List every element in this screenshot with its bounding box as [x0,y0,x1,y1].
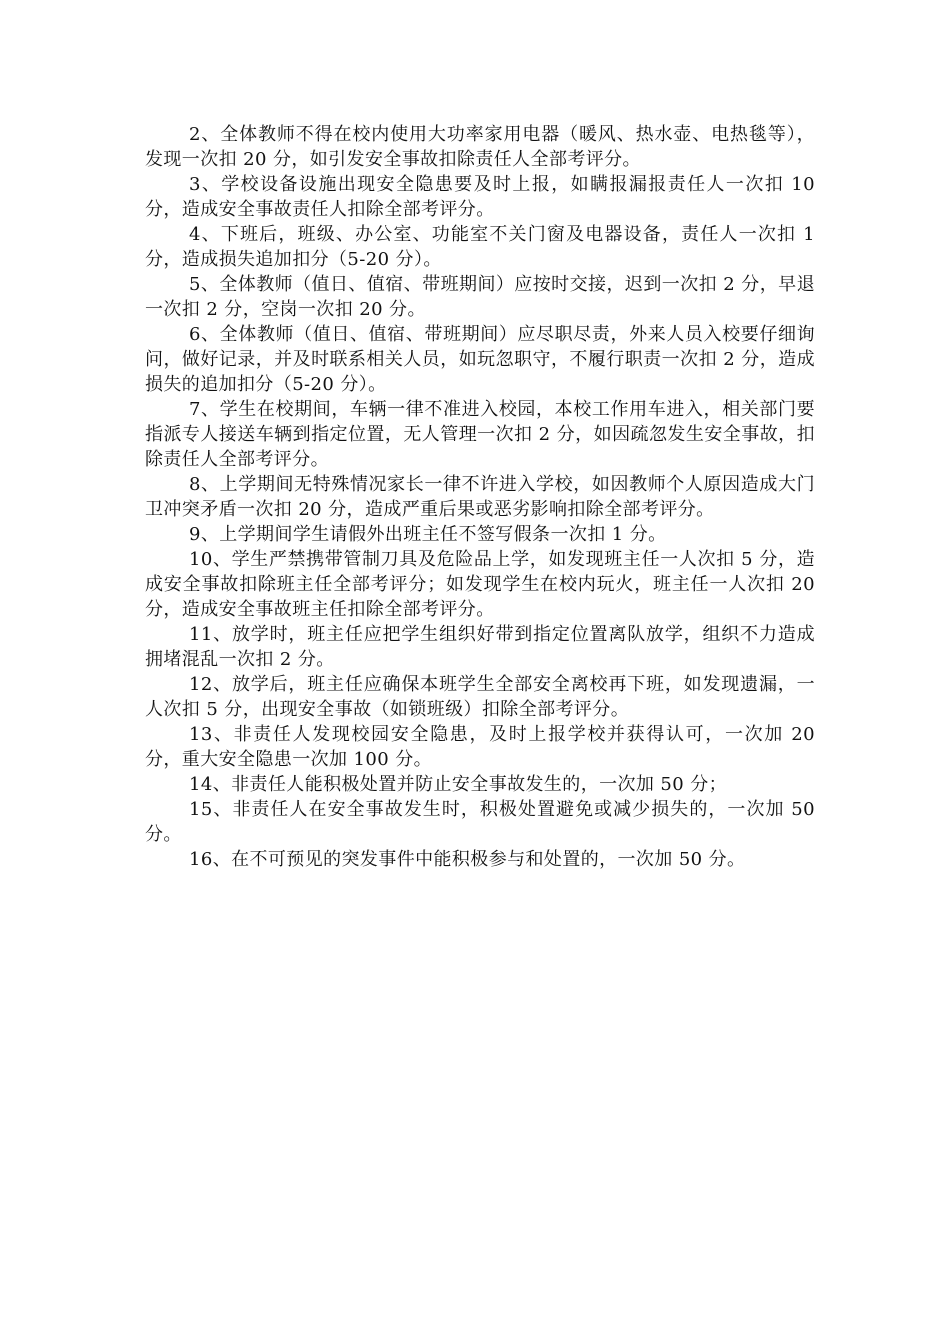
rule-item-6: 6、全体教师（值日、值宿、带班期间）应尽职尽责，外来人员入校要仔细询问，做好记录，并及时联系相关人员，如玩忽职守，不履行职责一次扣 2 分，造成损失的追加扣分（5-20 分）。 [145,324,815,395]
rule-item-2: 2、全体教师不得在校内使用大功率家用电器（暖风、热水壶、电热毯等），发现一次扣 20 分，如引发安全事故扣除责任人全部考评分。 [145,124,815,170]
rule-item-5: 5、全体教师（值日、值宿、带班期间）应按时交接，迟到一次扣 2 分，早退一次扣 2 分，空岗一次扣 20 分。 [145,274,815,320]
rule-item-13: 13、非责任人发现校园安全隐患，及时上报学校并获得认可，一次加 20 分，重大安全隐患一次加 100 分。 [145,724,815,770]
rule-item-14: 14、非责任人能积极处置并防止安全事故发生的，一次加 50 分； [189,774,728,795]
rule-item-7: 7、学生在校期间，车辆一律不准进入校园，本校工作用车进入，相关部门要指派专人接送车辆到指定位置，无人管理一次扣 2 分，如因疏忽发生安全事故，扣除责任人全部考评分。 [145,399,815,470]
rule-item-9: 9、上学期间学生请假外出班主任不签写假条一次扣 1 分。 [189,524,667,545]
rule-item-3: 3、学校设备设施出现安全隐患要及时上报，如瞒报漏报责任人一次扣 10 分，造成安全事故责任人扣除全部考评分。 [145,174,815,220]
rule-item-16: 16、在不可预见的突发事件中能积极参与和处置的，一次加 50 分。 [189,849,746,870]
rule-item-10: 10、学生严禁携带管制刀具及危险品上学，如发现班主任一人次扣 5 分，造成安全事故扣除班主任全部考评分；如发现学生在校内玩火，班主任一人次扣 20 分，造成安全事故班主任扣除全部考评分。 [145,549,815,620]
rule-item-15: 15、非责任人在安全事故发生时，积极处置避免或减少损失的，一次加 50 分。 [145,799,815,845]
rule-item-8: 8、上学期间无特殊情况家长一律不许进入学校，如因教师个人原因造成大门卫冲突矛盾一次扣 20 分，造成严重后果或恶劣影响扣除全部考评分。 [145,474,815,520]
document-body [145,122,815,872]
rule-item-11: 11、放学时，班主任应把学生组织好带到指定位置离队放学，组织不力造成拥堵混乱一次扣 2 分。 [145,624,815,670]
rule-item-12: 12、放学后，班主任应确保本班学生全部安全离校再下班，如发现遗漏，一人次扣 5 分，出现安全事故（如锁班级）扣除全部考评分。 [145,674,815,720]
rule-item-4: 4、下班后，班级、办公室、功能室不关门窗及电器设备，责任人一次扣 1 分，造成损失追加扣分（5-20 分）。 [145,224,815,270]
